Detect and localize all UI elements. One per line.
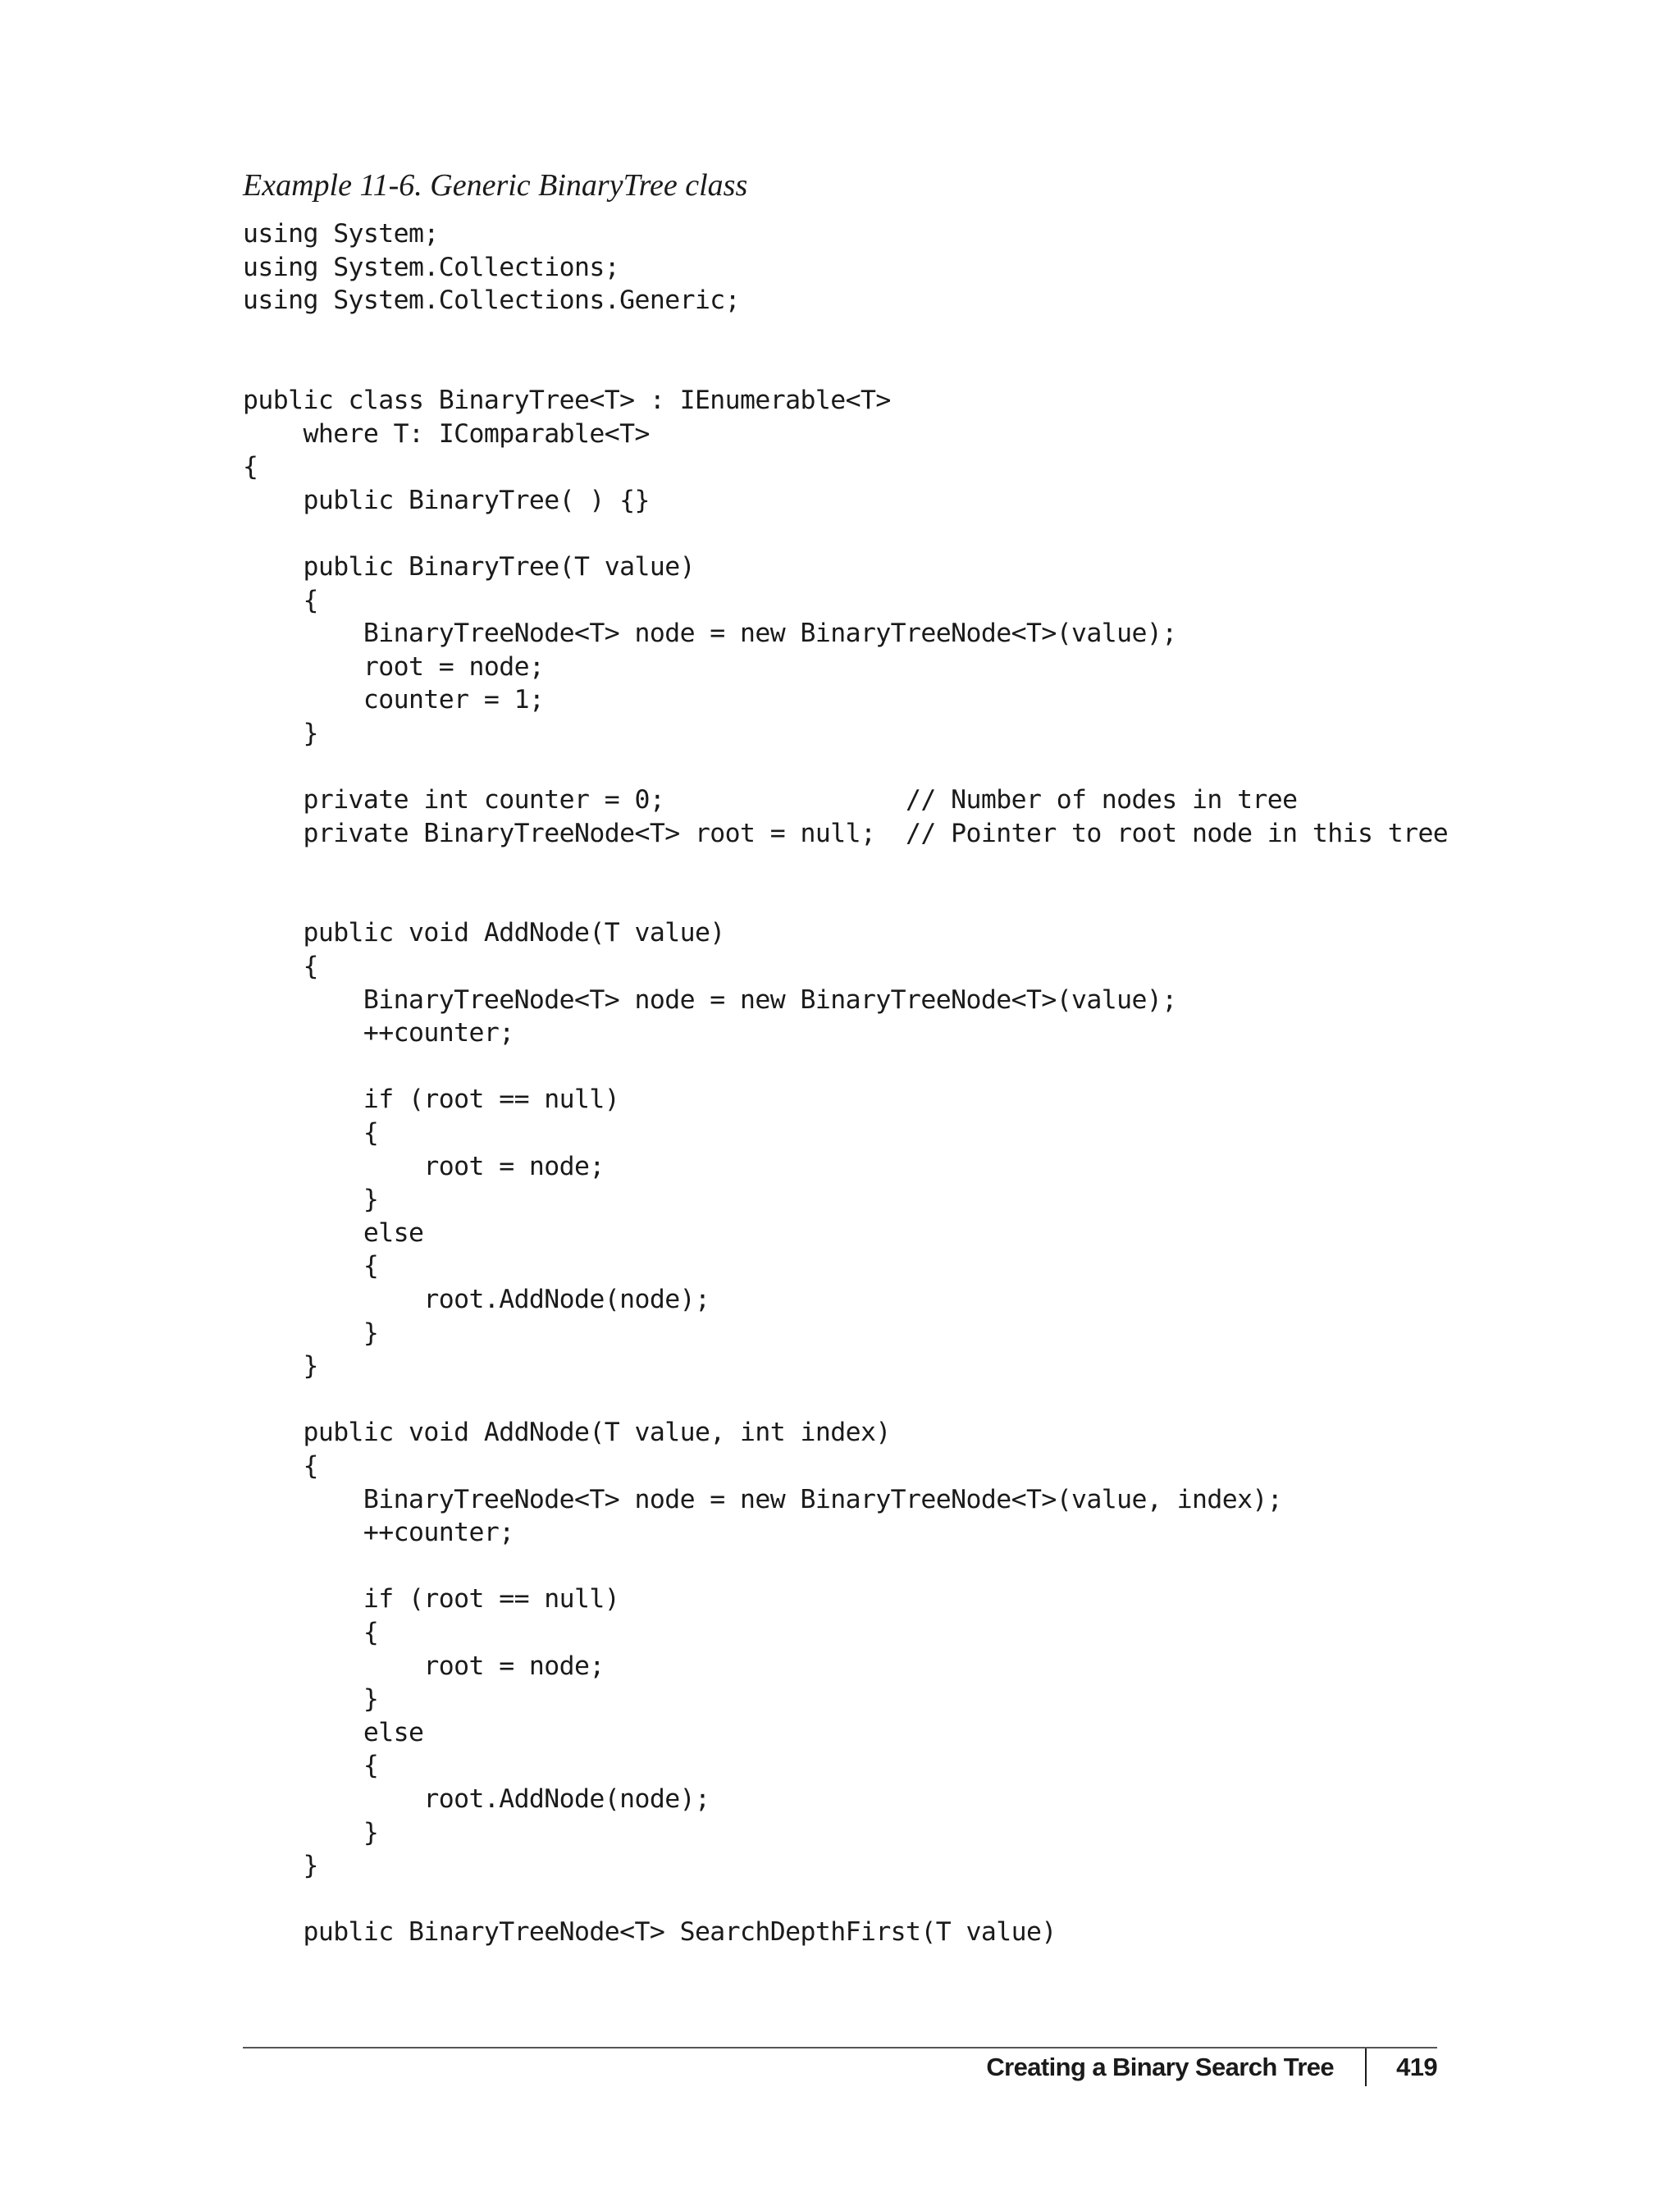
code-line: ++counter; xyxy=(243,1518,514,1548)
code-line: BinaryTreeNode<T> node = new BinaryTreeNode<T>(value, index); xyxy=(243,1484,1283,1514)
code-line: { xyxy=(243,1251,379,1281)
code-line: { xyxy=(243,1450,318,1481)
code-line: else xyxy=(243,1717,424,1747)
code-line: { xyxy=(243,452,258,482)
code-line: else xyxy=(243,1217,424,1248)
page-footer xyxy=(986,2044,1437,2090)
code-line: } xyxy=(243,1684,379,1715)
code-line: { xyxy=(243,585,318,615)
code-line: ++counter; xyxy=(243,1018,514,1048)
code-line: { xyxy=(243,952,318,982)
code-line: private BinaryTreeNode<T> root = null; // Pointer to root node in this tree xyxy=(243,818,1449,848)
code-line: } xyxy=(243,1318,379,1348)
code-line xyxy=(243,517,1448,550)
code-line: counter = 1; xyxy=(243,685,545,715)
code-line: private int counter = 0; // Number of nodes in tree xyxy=(243,785,1298,815)
code-line xyxy=(243,1050,1448,1084)
code-line: BinaryTreeNode<T> node = new BinaryTreeNode<T>(value); xyxy=(243,619,1177,649)
code-line: using System.Collections.Generic; xyxy=(243,285,741,316)
code-line: public BinaryTree( ) {} xyxy=(243,485,650,515)
code-line: } xyxy=(243,1851,318,1881)
running-footer-title: Creating a Binary Search Tree xyxy=(986,2053,1335,2081)
code-line xyxy=(243,350,1448,384)
code-line: } xyxy=(243,718,318,748)
code-line xyxy=(243,317,1448,351)
code-line: { xyxy=(243,1751,379,1781)
code-line: public BinaryTree(T value) xyxy=(243,551,695,582)
code-listing xyxy=(243,217,1448,1949)
code-line: if (root == null) xyxy=(243,1085,620,1115)
code-line xyxy=(243,1550,1448,1583)
code-line: BinaryTreeNode<T> node = new BinaryTreeNode<T>(value); xyxy=(243,984,1177,1015)
code-line xyxy=(243,884,1448,917)
code-line: { xyxy=(243,1118,379,1149)
code-line xyxy=(243,751,1448,784)
code-line xyxy=(243,1883,1448,1916)
code-line: } xyxy=(243,1351,318,1382)
code-line: root.AddNode(node); xyxy=(243,1784,710,1814)
code-line: root = node; xyxy=(243,651,545,682)
code-line: } xyxy=(243,1817,379,1847)
example-caption: Example 11-6. Generic BinaryTree class xyxy=(243,168,748,203)
footer-separator xyxy=(1365,2048,1367,2086)
code-line: public void AddNode(T value) xyxy=(243,918,725,948)
code-line: root = node; xyxy=(243,1651,605,1681)
code-line xyxy=(243,850,1448,884)
page-number: 419 xyxy=(1396,2053,1437,2081)
code-line: { xyxy=(243,1617,379,1647)
code-line: public class BinaryTree<T> : IEnumerable<T> xyxy=(243,385,891,415)
code-line: where T: IComparable<T> xyxy=(243,418,650,449)
code-line: public void AddNode(T value, int index) xyxy=(243,1418,891,1448)
code-line: if (root == null) xyxy=(243,1584,620,1615)
code-line xyxy=(243,1383,1448,1417)
code-line: } xyxy=(243,1185,379,1215)
code-line: root = node; xyxy=(243,1151,605,1181)
code-line: using System.Collections; xyxy=(243,252,620,282)
code-line: root.AddNode(node); xyxy=(243,1285,710,1314)
code-line: public BinaryTreeNode<T> SearchDepthFirst(T value) xyxy=(243,1917,1057,1948)
code-line: using System; xyxy=(243,219,439,249)
